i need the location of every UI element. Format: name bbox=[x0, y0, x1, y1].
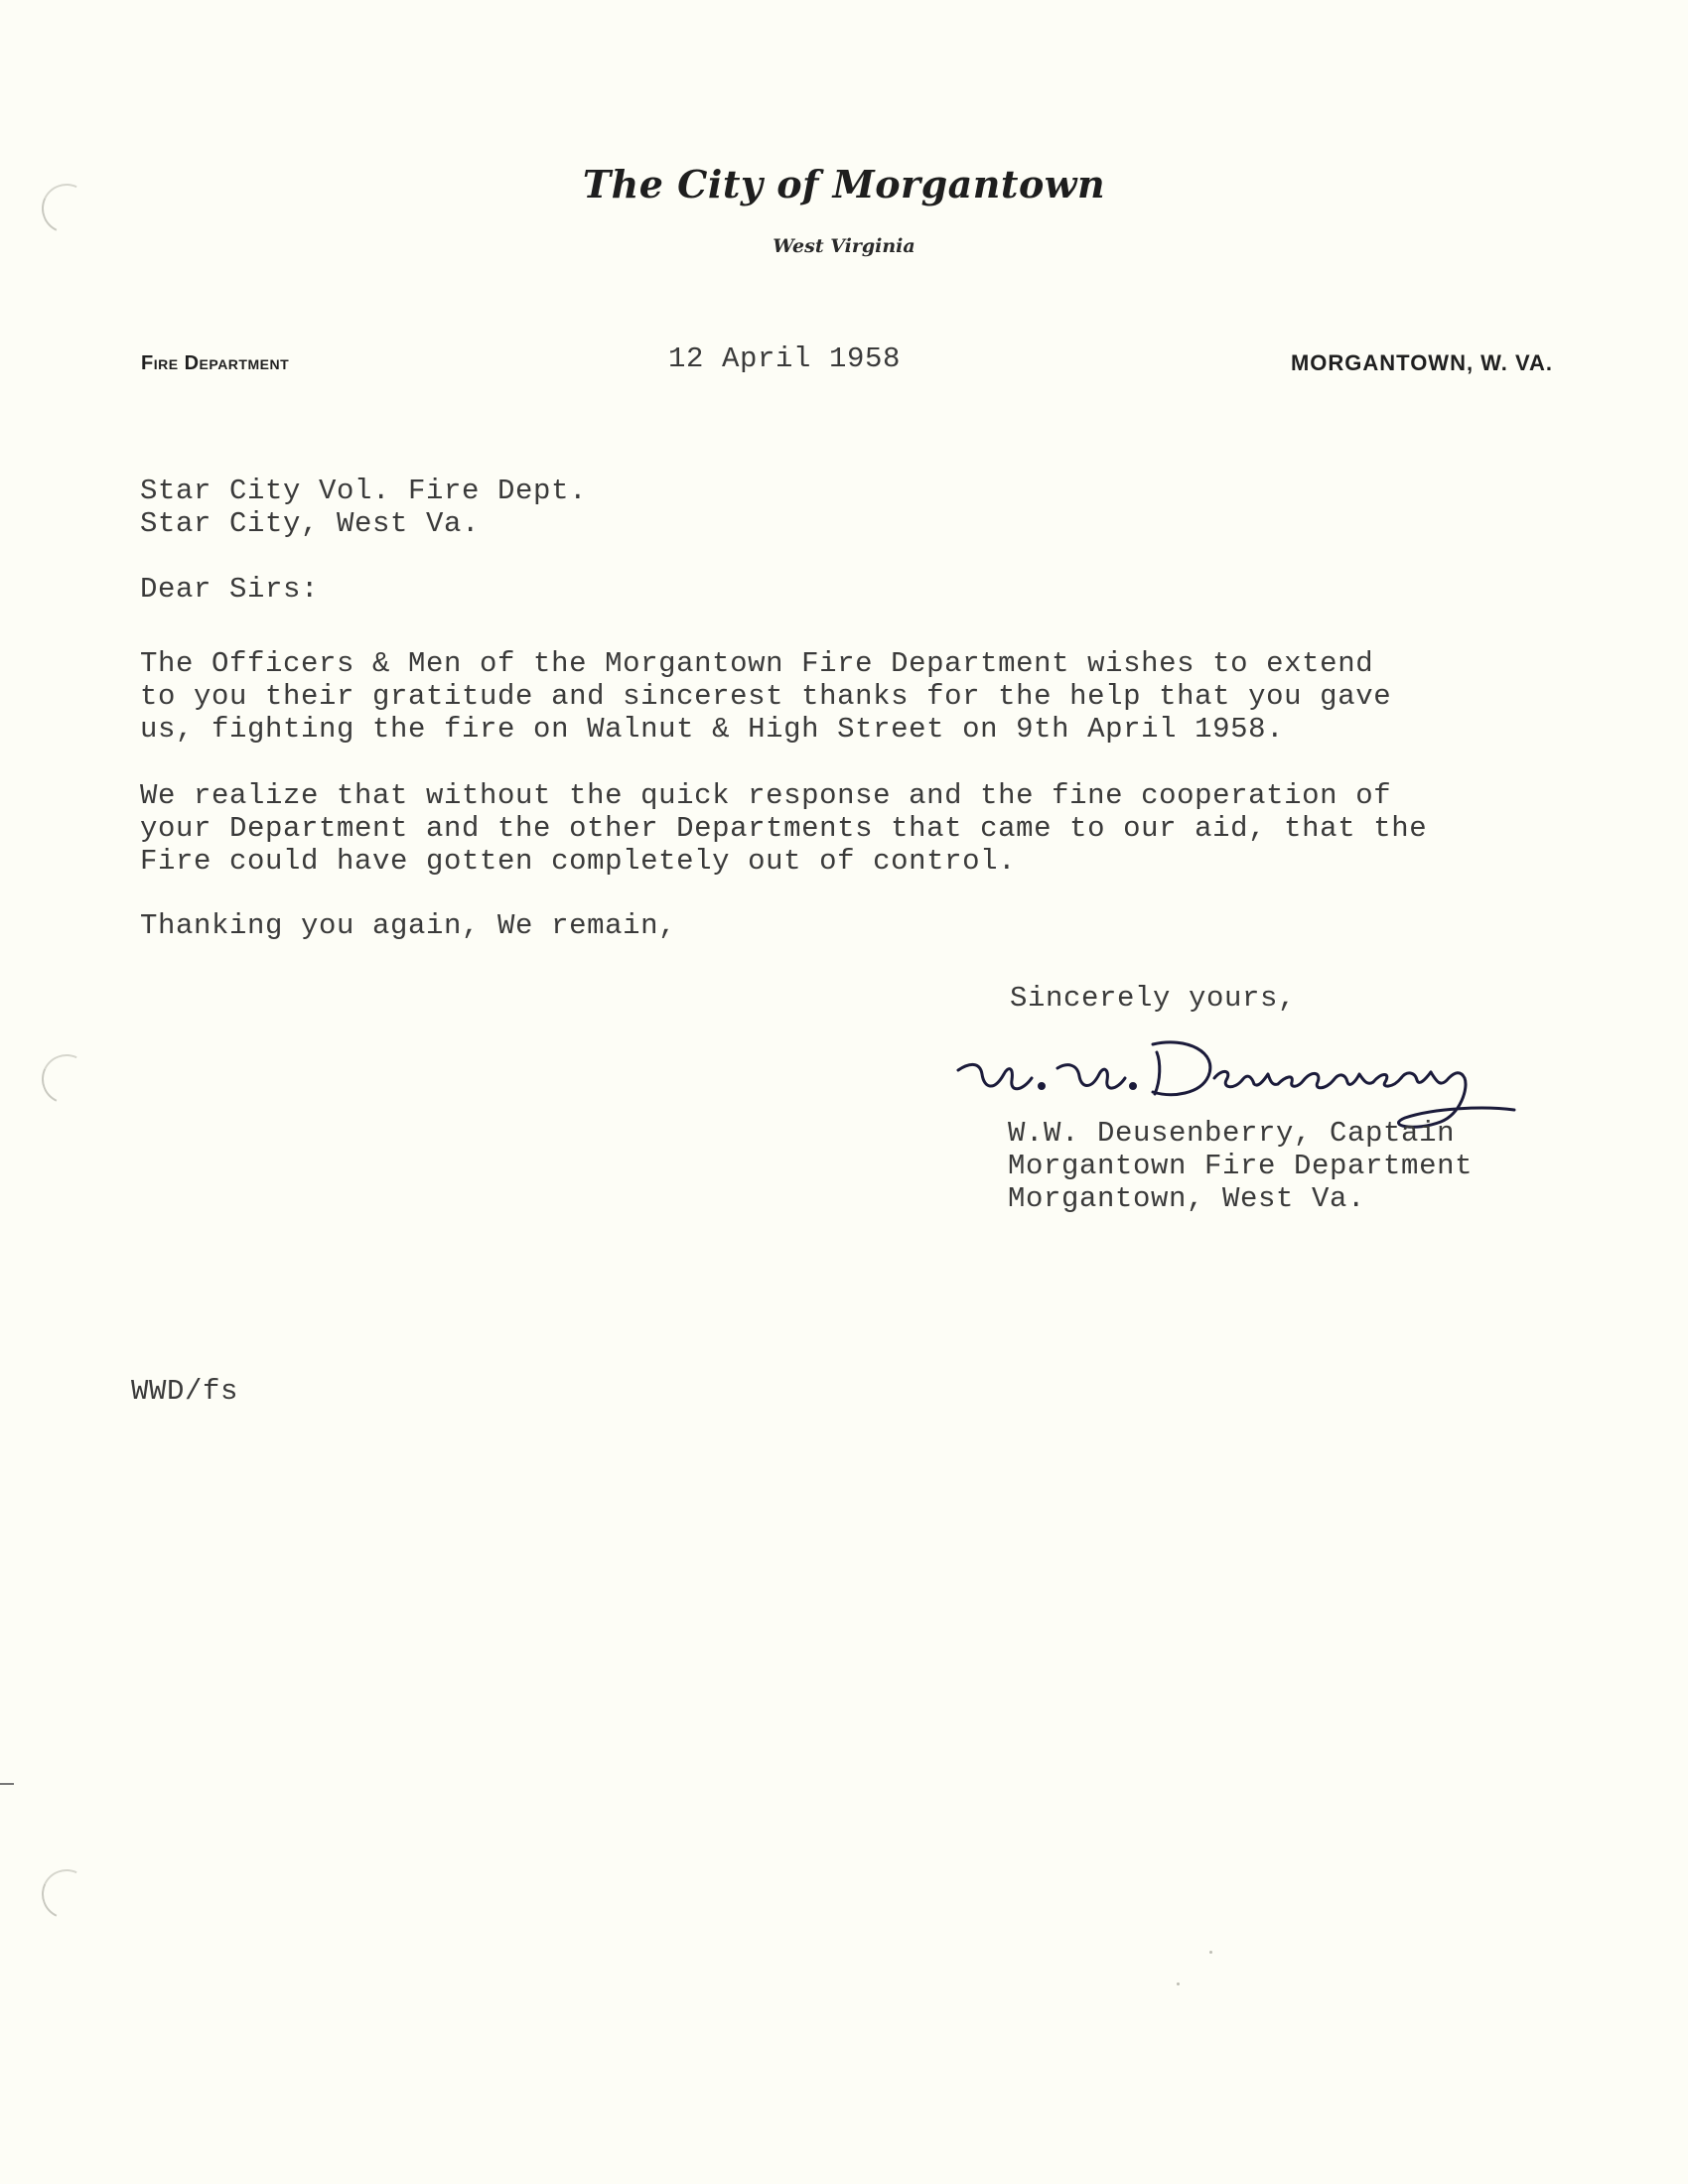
punch-hole-bottom bbox=[35, 1862, 98, 1926]
salutation: Dear Sirs: bbox=[140, 573, 320, 606]
letter-date: 12 April 1958 bbox=[668, 342, 902, 375]
letterhead-department: Fire Department bbox=[141, 352, 290, 374]
letterhead-subtitle: West Virginia bbox=[773, 235, 915, 257]
recipient-line: Star City, West Va. bbox=[140, 507, 481, 540]
edge-mark bbox=[0, 1783, 14, 1785]
paper-speck bbox=[1209, 1951, 1212, 1954]
signature-block bbox=[1008, 1117, 1473, 1215]
body-line: your Department and the other Departments that came to our aid, that the bbox=[140, 812, 1428, 845]
body-line: We realize that without the quick response and the fine cooperation of bbox=[140, 779, 1392, 812]
closing-line: Thanking you again, We remain, bbox=[140, 909, 677, 942]
signer-department: Morgantown Fire Department bbox=[1008, 1150, 1474, 1182]
body-paragraph-2 bbox=[140, 779, 1427, 878]
body-line: us, fighting the fire on Walnut & High Street on 9th April 1958. bbox=[140, 713, 1285, 746]
complimentary-close: Sincerely yours, bbox=[1010, 982, 1297, 1015]
punch-hole-middle bbox=[35, 1047, 98, 1111]
body-line: Fire could have gotten completely out of control. bbox=[140, 845, 1017, 878]
body-line: to you their gratitude and sincerest thanks for the help that you gave bbox=[140, 680, 1392, 713]
paper-speck bbox=[1177, 1982, 1180, 1985]
body-paragraph-1 bbox=[140, 647, 1391, 746]
letterhead-location: MORGANTOWN, W. VA. bbox=[1290, 350, 1553, 375]
body-line: The Officers & Men of the Morgantown Fire Department wishes to extend bbox=[140, 647, 1374, 680]
reference-initials: WWD/fs bbox=[131, 1375, 239, 1408]
signer-location: Morgantown, West Va. bbox=[1008, 1182, 1366, 1215]
letterhead-title: The City of Morgantown bbox=[582, 162, 1106, 206]
signer-name-title: W.W. Deusenberry, Captain bbox=[1008, 1117, 1456, 1150]
recipient-line: Star City Vol. Fire Dept. bbox=[140, 475, 588, 507]
recipient-address bbox=[140, 475, 587, 540]
